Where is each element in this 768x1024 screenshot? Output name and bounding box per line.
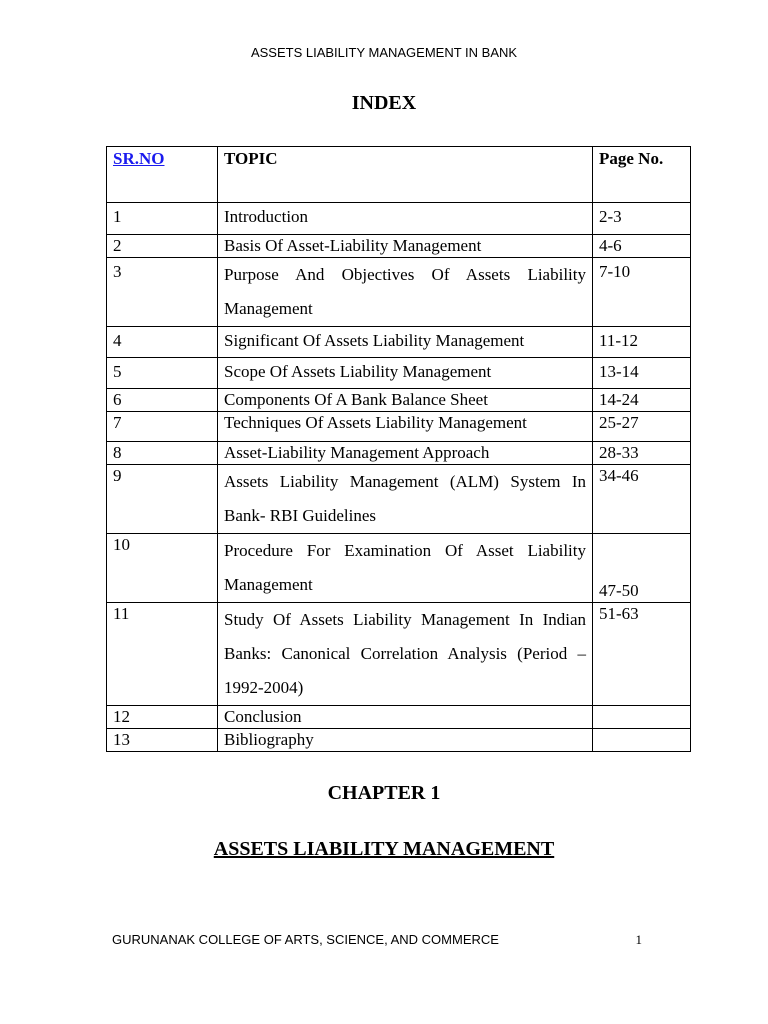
table-row: [107, 389, 691, 412]
row-srno: 3: [107, 258, 218, 327]
row-page: 34-46: [593, 465, 691, 534]
row-topic: Study Of Assets Liability Management In Indian Banks: Canonical Correlation Analysis (Period – 1992-2004): [218, 603, 593, 706]
row-topic: Basis Of Asset-Liability Management: [218, 235, 593, 258]
table-row: [107, 442, 691, 465]
column-header-topic: TOPIC: [218, 147, 593, 203]
table-row: [107, 412, 691, 442]
row-topic: Techniques Of Assets Liability Management: [218, 412, 593, 442]
row-srno: 6: [107, 389, 218, 412]
footer-college: GURUNANAK COLLEGE OF ARTS, SCIENCE, AND COMMERCE: [112, 932, 499, 947]
table-row: [107, 203, 691, 235]
row-topic: Purpose And Objectives Of Assets Liability Management: [218, 258, 593, 327]
table-row: [107, 729, 691, 752]
index-heading: INDEX: [351, 92, 417, 114]
row-topic: Scope Of Assets Liability Management: [218, 358, 593, 389]
row-srno: 1: [107, 203, 218, 235]
page-footer: [112, 932, 642, 947]
table-row: [107, 258, 691, 327]
row-page: 4-6: [593, 235, 691, 258]
row-page: [593, 706, 691, 729]
row-page: 14-24: [593, 389, 691, 412]
page-number: 1: [635, 932, 642, 947]
column-header-srno[interactable]: [107, 147, 218, 203]
table-row: [107, 706, 691, 729]
row-page: 28-33: [593, 442, 691, 465]
table-row: [107, 327, 691, 358]
table-row: [107, 534, 691, 603]
row-srno: 2: [107, 235, 218, 258]
table-row: [107, 603, 691, 706]
row-srno: 10: [107, 534, 218, 603]
row-srno: 9: [107, 465, 218, 534]
row-topic: Components Of A Bank Balance Sheet: [218, 389, 593, 412]
row-page: [593, 729, 691, 752]
index-table: [106, 146, 691, 752]
table-row: [107, 358, 691, 389]
row-topic: Asset-Liability Management Approach: [218, 442, 593, 465]
column-header-page: Page No.: [593, 147, 691, 203]
row-srno: 12: [107, 706, 218, 729]
table-row: [107, 235, 691, 258]
row-srno: 11: [107, 603, 218, 706]
running-header: ASSETS LIABILITY MANAGEMENT IN BANK: [250, 45, 518, 60]
row-topic: Conclusion: [218, 706, 593, 729]
row-page: 2-3: [593, 203, 691, 235]
row-page: 25-27: [593, 412, 691, 442]
chapter-title: [0, 838, 768, 861]
row-srno: 13: [107, 729, 218, 752]
row-page: 51-63: [593, 603, 691, 706]
row-srno: 4: [107, 327, 218, 358]
row-srno: 5: [107, 358, 218, 389]
row-page: 47-50: [593, 534, 691, 603]
srno-link[interactable]: SR.NO: [113, 149, 165, 168]
table-row: [107, 465, 691, 534]
row-srno: 7: [107, 412, 218, 442]
chapter-label: CHAPTER 1: [327, 782, 441, 804]
row-page: 7-10: [593, 258, 691, 327]
row-page: 11-12: [593, 327, 691, 358]
row-topic: Significant Of Assets Liability Management: [218, 327, 593, 358]
row-topic: Procedure For Examination Of Asset Liability Management: [218, 534, 593, 603]
row-srno: 8: [107, 442, 218, 465]
row-page: 13-14: [593, 358, 691, 389]
row-topic: Assets Liability Management (ALM) System In Bank- RBI Guidelines: [218, 465, 593, 534]
table-header-row: [107, 147, 691, 203]
row-topic: Introduction: [218, 203, 593, 235]
row-topic: Bibliography: [218, 729, 593, 752]
chapter-title-text: ASSETS LIABILITY MANAGEMENT: [213, 838, 555, 860]
